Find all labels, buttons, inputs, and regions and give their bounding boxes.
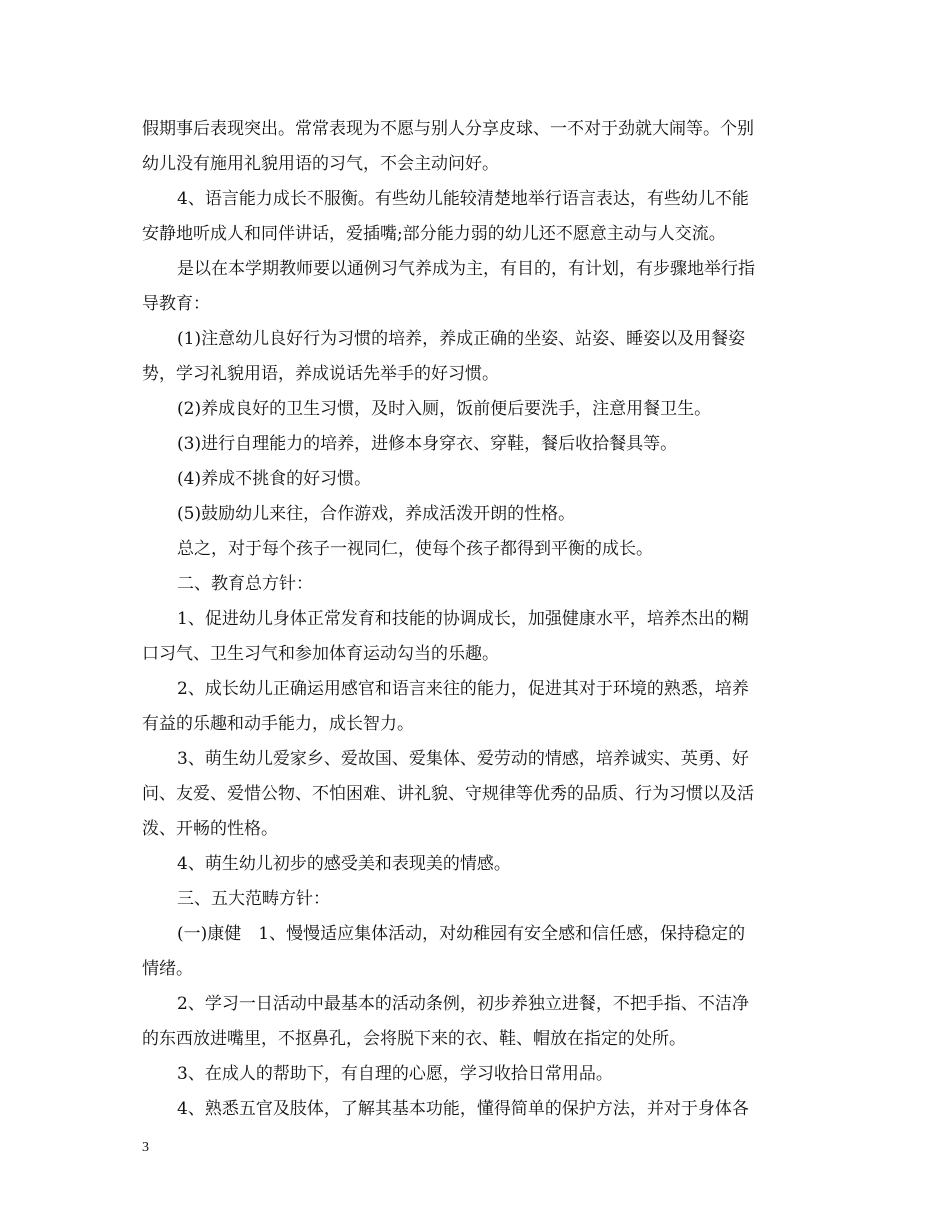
text-line: 安静地听成人和同伴讲话，爱插嘴;部分能力弱的幼儿还不愿意主动与人交流。 [142,224,726,244]
section-heading: 三、五大范畴方针： [177,889,330,909]
text-line: 情绪。 [142,959,193,979]
text-line: 幼儿没有施用礼貌用语的习气，不会主动问好。 [142,154,499,174]
text-line: 是以在本学期教师要以通例习气养成为主，有目的，有计划，有步骤地举行指 [177,259,755,279]
text-line: 泼、开畅的性格。 [142,819,278,839]
text-line: 4、熟悉五官及肢体，了解其基本功能，懂得简单的保护方法，并对于身体各 [177,1099,749,1119]
text-line: 问、友爱、爱惜公物、不怕困难、讲礼貌、守规律等优秀的品质、行为习惯以及活 [142,784,754,804]
text-line: (1)注意幼儿良好行为习惯的培养，养成正确的坐姿、站姿、睡姿以及用餐姿 [177,329,746,349]
text-line: 2、成长幼儿正确运用感官和语言来往的能力，促进其对于环境的熟悉，培养 [177,679,749,699]
text-line: 3、萌生幼儿爱家乡、爱故国、爱集体、爱劳动的情感，培养诚实、英勇、好 [177,749,749,769]
text-line: 4、语言能力成长不服衡。有些幼儿能较清楚地举行语言表达，有些幼儿不能 [177,189,749,209]
text-line: (3)进行自理能力的培养，进修本身穿衣、穿鞋，餐后收拾餐具等。 [177,434,678,454]
text-line: 1、促进幼儿身体正常发育和技能的协调成长，加强健康水平，培养杰出的糊 [177,609,749,629]
page-number: 3 [142,1140,149,1155]
text-line: 3、在成人的帮助下，有自理的心愿，学习收拾日常用品。 [177,1064,613,1084]
text-line: 假期事后表现突出。常常表现为不愿与别人分享皮球、一不对于劲就大闹等。个别 [142,119,754,139]
body-text [142,112,812,1127]
text-line: (一)康健 1、慢慢适应集体活动，对幼稚园有安全感和信任感，保持稳定的 [177,924,746,944]
text-line: 有益的乐趣和动手能力，成长智力。 [142,714,414,734]
text-line: 的东西放进嘴里，不抠鼻孔，会将脱下来的衣、鞋、帽放在指定的处所。 [142,1029,686,1049]
text-line: 势，学习礼貌用语，养成说话先举手的好习惯。 [142,364,499,384]
text-line: (4)养成不挑食的好习惯。 [177,469,372,489]
text-line: 导教育： [142,294,210,314]
text-line: (2)养成良好的卫生习惯，及时入厕，饭前便后要洗手，注意用餐卫生。 [177,399,712,419]
text-line: 4、萌生幼儿初步的感受美和表现美的情感。 [177,854,511,874]
text-line: 2、学习一日活动中最基本的活动条例，初步养独立进餐，不把手指、不洁净 [177,994,749,1014]
text-line: (5)鼓励幼儿来往，合作游戏，养成活泼开朗的性格。 [177,504,576,524]
text-line: 口习气、卫生习气和参加体育运动勾当的乐趣。 [142,644,499,664]
section-heading: 二、教育总方针： [177,574,313,594]
text-line: 总之，对于每个孩子一视同仁，使每个孩子都得到平衡的成长。 [177,539,653,559]
